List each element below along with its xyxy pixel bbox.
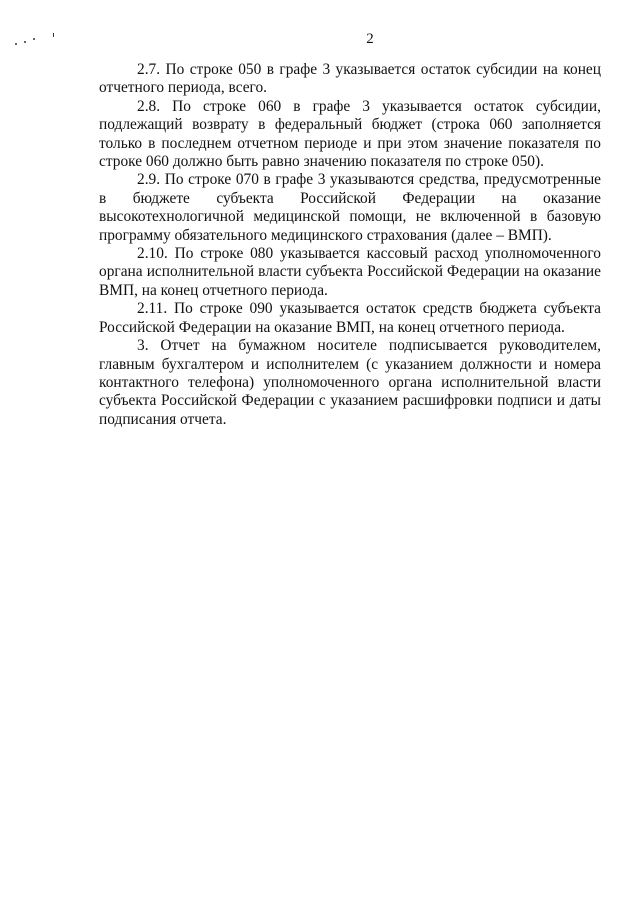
paragraph-3: 3. Отчет на бумажном носителе подписывается руководителем, главным бухгалтером и исполнителем (с указанием должности и номера контактного телефона) уполномоченного органа исполнительной власти субъекта Российской Федерации с указанием расшифровки подписи и даты подписания отчета.	[99, 337, 601, 428]
document-body	[99, 61, 601, 429]
paragraph-2-11: 2.11. По строке 090 указывается остаток средств бюджета субъекта Российской Федерации на оказание ВМП, на конец отчетного периода.	[99, 300, 601, 336]
paragraph-2-9: 2.9. По строке 070 в графе 3 указываются средства, предусмотренные в бюджете субъекта Российской Федерации на оказание высокотехнологичной медицинской помощи, не включенной в базовую программу обязательного медицинского страхования (далее – ВМП).	[99, 171, 601, 244]
page-number: 2	[366, 31, 374, 47]
paragraph-2-7: 2.7. По строке 050 в графе 3 указывается остаток субсидии на конец отчетного периода, всего.	[99, 61, 601, 97]
paragraph-2-8: 2.8. По строке 060 в графе 3 указывается остаток субсидии, подлежащий возврату в федеральный бюджет (строка 060 заполняется только в последнем отчетном периоде и при этом значение показателя по строке 060 должно быть равно значению показателя по строке 050).	[99, 97, 601, 171]
paragraph-2-10: 2.10. По строке 080 указывается кассовый расход уполномоченного органа исполнительной власти субъекта Российской Федерации на оказание ВМП, на конец отчетного периода.	[99, 245, 601, 299]
